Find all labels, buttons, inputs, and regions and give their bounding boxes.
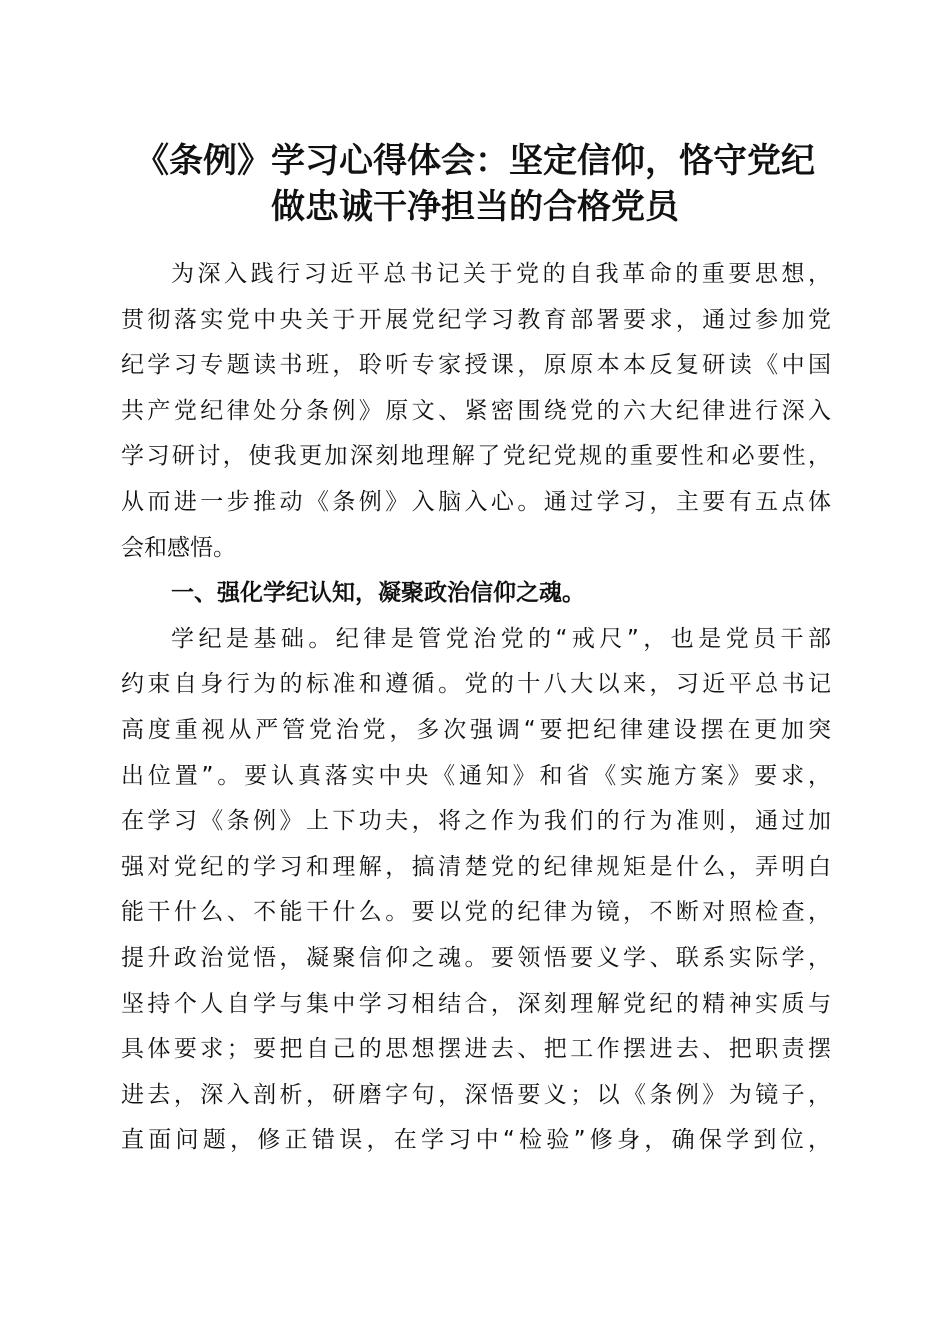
paragraph-1-line: 会和感悟。 bbox=[121, 535, 236, 561]
paragraph-1-line: 纪学习专题读书班，聆听专家授课，原原本本反复研读《中国 bbox=[121, 352, 831, 378]
paragraph-1-line: 贯彻落实党中央关于开展党纪学习教育部署要求，通过参加党 bbox=[121, 307, 831, 333]
section-1-line: 约束自身行为的标准和遵循。党的十八大以来，习近平总书记 bbox=[121, 671, 831, 697]
document-title-line-1: 《条例》学习心得体会：坚定信仰，恪守党纪 bbox=[135, 141, 815, 181]
paragraph-1-line: 共产党纪律处分条例》原文、紧密围绕党的六大纪律进行深入 bbox=[121, 398, 831, 424]
section-1-line: 强对党纪的学习和理解，搞清楚党的纪律规矩是什么，弄明白 bbox=[121, 854, 831, 880]
section-1-line: 直面问题，修正错误，在学习中“检验”修身，确保学到位， bbox=[121, 1127, 831, 1153]
document-title-line-2: 做忠诚干净担当的合格党员 bbox=[271, 187, 679, 227]
section-1-line: 提升政治觉悟，凝聚信仰之魂。要领悟要义学、联系实际学， bbox=[121, 945, 831, 971]
section-1-line: 能干什么、不能干什么。要以党的纪律为镜，不断对照检查， bbox=[121, 899, 831, 925]
section-1-line: 学纪是基础。纪律是管党治党的“戒尺”，也是党员干部 bbox=[171, 626, 831, 652]
section-1-line: 出位置”。要认真落实中央《通知》和省《实施方案》要求， bbox=[121, 763, 831, 789]
paragraph-1-line: 从而进一步推动《条例》入脑入心。通过学习，主要有五点体 bbox=[121, 489, 831, 515]
paragraph-1-line: 为深入践行习近平总书记关于党的自我革命的重要思想， bbox=[171, 261, 831, 287]
section-1-line: 具体要求；要把自己的思想摆进去、把工作摆进去、把职责摆 bbox=[121, 1036, 831, 1062]
section-1-line: 坚持个人自学与集中学习相结合，深刻理解党纪的精神实质与 bbox=[121, 991, 831, 1017]
section-1-line: 进去，深入剖析，研磨字句，深悟要义；以《条例》为镜子， bbox=[121, 1082, 831, 1108]
paragraph-1-line: 学习研讨，使我更加深刻地理解了党纪党规的重要性和必要性， bbox=[121, 443, 831, 469]
section-1-line: 高度重视从严管党治党，多次强调“要把纪律建设摆在更加突 bbox=[121, 717, 831, 743]
section-1-line: 在学习《条例》上下功夫，将之作为我们的行为准则，通过加 bbox=[121, 808, 831, 834]
section-1-heading: 一、强化学纪认知，凝聚政治信仰之魂。 bbox=[171, 580, 585, 606]
